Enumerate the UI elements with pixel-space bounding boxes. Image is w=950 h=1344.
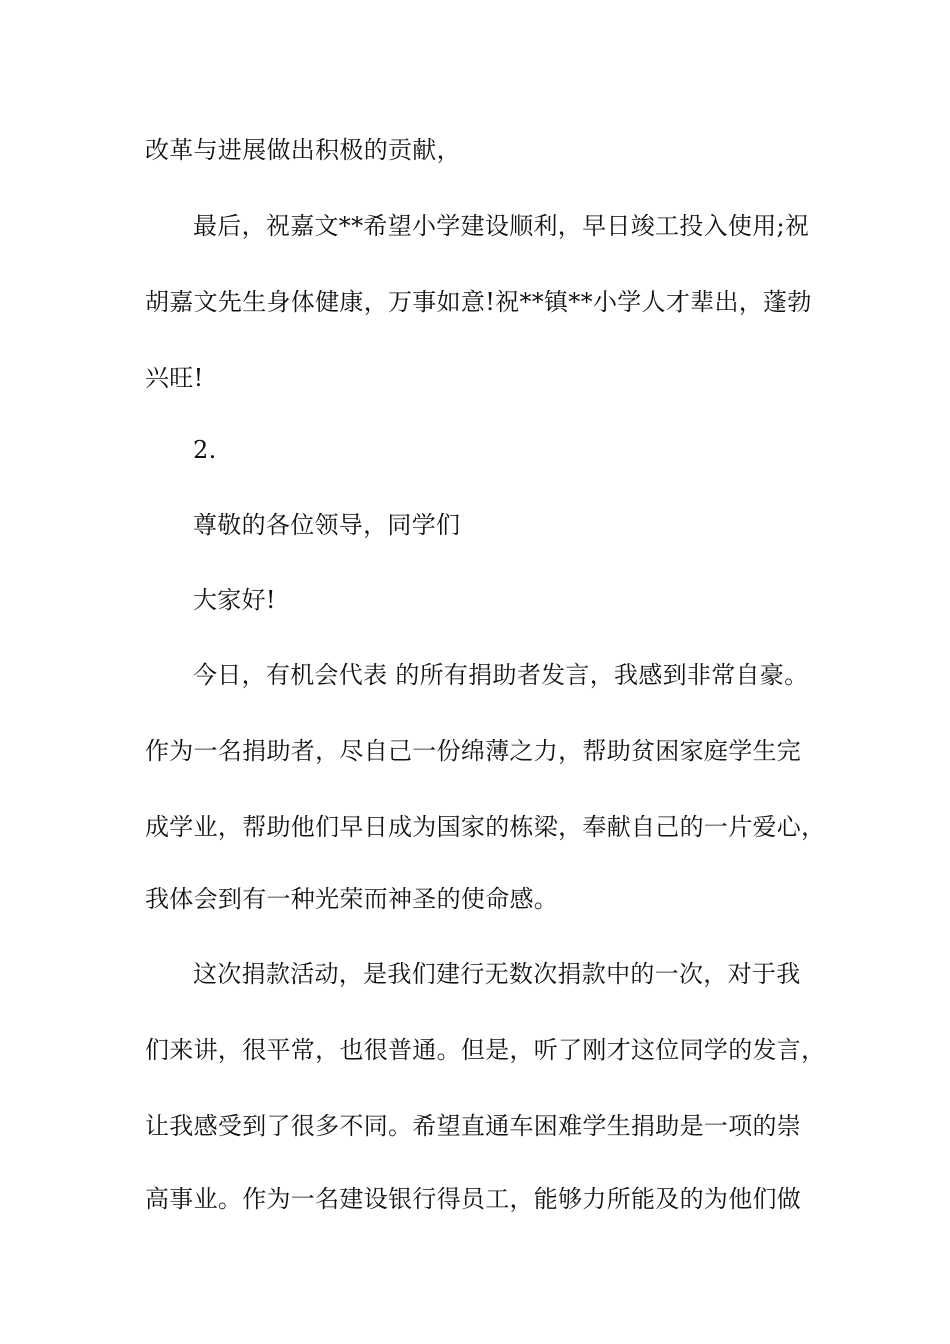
text-line: 让我感受到了很多不同。希望直通车困难学生捐助是一项的崇 xyxy=(145,1112,802,1140)
text-line: 我体会到有一种光荣而神圣的使命感。 xyxy=(145,885,559,913)
section-number: 2. xyxy=(193,436,217,464)
salutation: 尊敬的各位领导，同学们 xyxy=(193,511,461,539)
text-line: 作为一名捐助者，尽自己一份绵薄之力，帮助贫困家庭学生完 xyxy=(145,737,802,765)
text-line: 成学业，帮助他们早日成为国家的栋梁，奉献自己的一片爱心， xyxy=(145,813,826,841)
text-line: 兴旺! xyxy=(145,364,204,392)
greeting: 大家好! xyxy=(193,586,276,614)
text-line: 高事业。作为一名建设银行得员工，能够力所能及的为他们做 xyxy=(145,1185,802,1213)
text-line: 今日，有机会代表 的所有捐助者发言，我感到非常自豪。 xyxy=(193,661,809,689)
text-line: 最后，祝嘉文**希望小学建设顺利，早日竣工投入使用;祝 xyxy=(193,212,810,240)
text-line: 胡嘉文先生身体健康，万事如意!祝**镇**小学人才辈出，蓬勃 xyxy=(145,288,812,316)
text-line: 们来讲，很平常，也很普通。但是，听了刚才这位同学的发言， xyxy=(145,1036,826,1064)
text-line: 改革与进展做出积极的贡献， xyxy=(145,136,461,164)
text-line: 这次捐款活动，是我们建行无数次捐款中的一次，对于我 xyxy=(193,960,801,988)
